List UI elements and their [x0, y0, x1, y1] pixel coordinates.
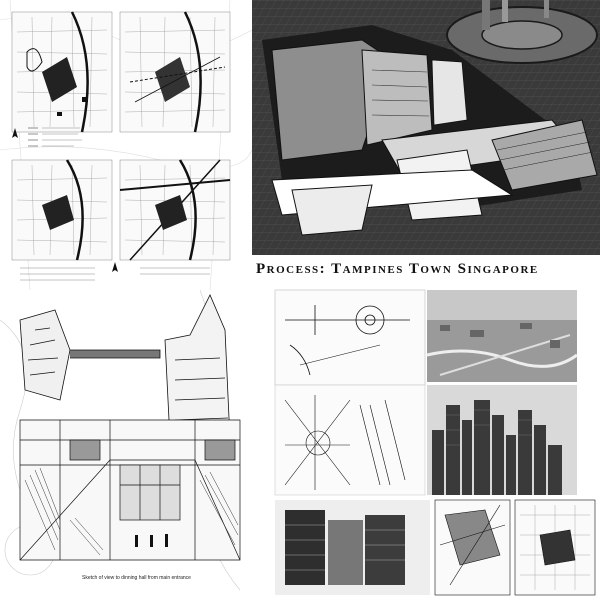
site-plan-small	[435, 500, 595, 595]
elevation-render	[275, 500, 430, 595]
diagram-sketches	[275, 385, 425, 495]
interior-perspective	[20, 420, 240, 560]
page-title: Process: Tampines Town Singapore	[256, 261, 539, 277]
site-maps-svg	[0, 0, 252, 290]
site-map-4	[120, 160, 230, 260]
process-panel	[270, 285, 600, 600]
site-map-2	[120, 12, 230, 132]
process-svg	[270, 285, 600, 600]
site-analysis-panel	[0, 0, 252, 290]
plan-left	[20, 310, 160, 400]
sketch-svg	[0, 290, 260, 600]
concept-sketch	[275, 290, 425, 385]
sketch-panel	[0, 290, 260, 600]
building-render-svg	[252, 0, 600, 255]
aerial-photo	[427, 290, 577, 382]
building-render-panel	[252, 0, 600, 255]
skyline-photo	[427, 385, 577, 495]
site-map-3	[12, 160, 112, 260]
site-map-1	[12, 12, 112, 132]
plan-right	[165, 295, 230, 440]
sketch-caption: Sketch of view to dinning hall from main entrance	[82, 575, 191, 581]
north-arrow-icon	[112, 262, 118, 272]
